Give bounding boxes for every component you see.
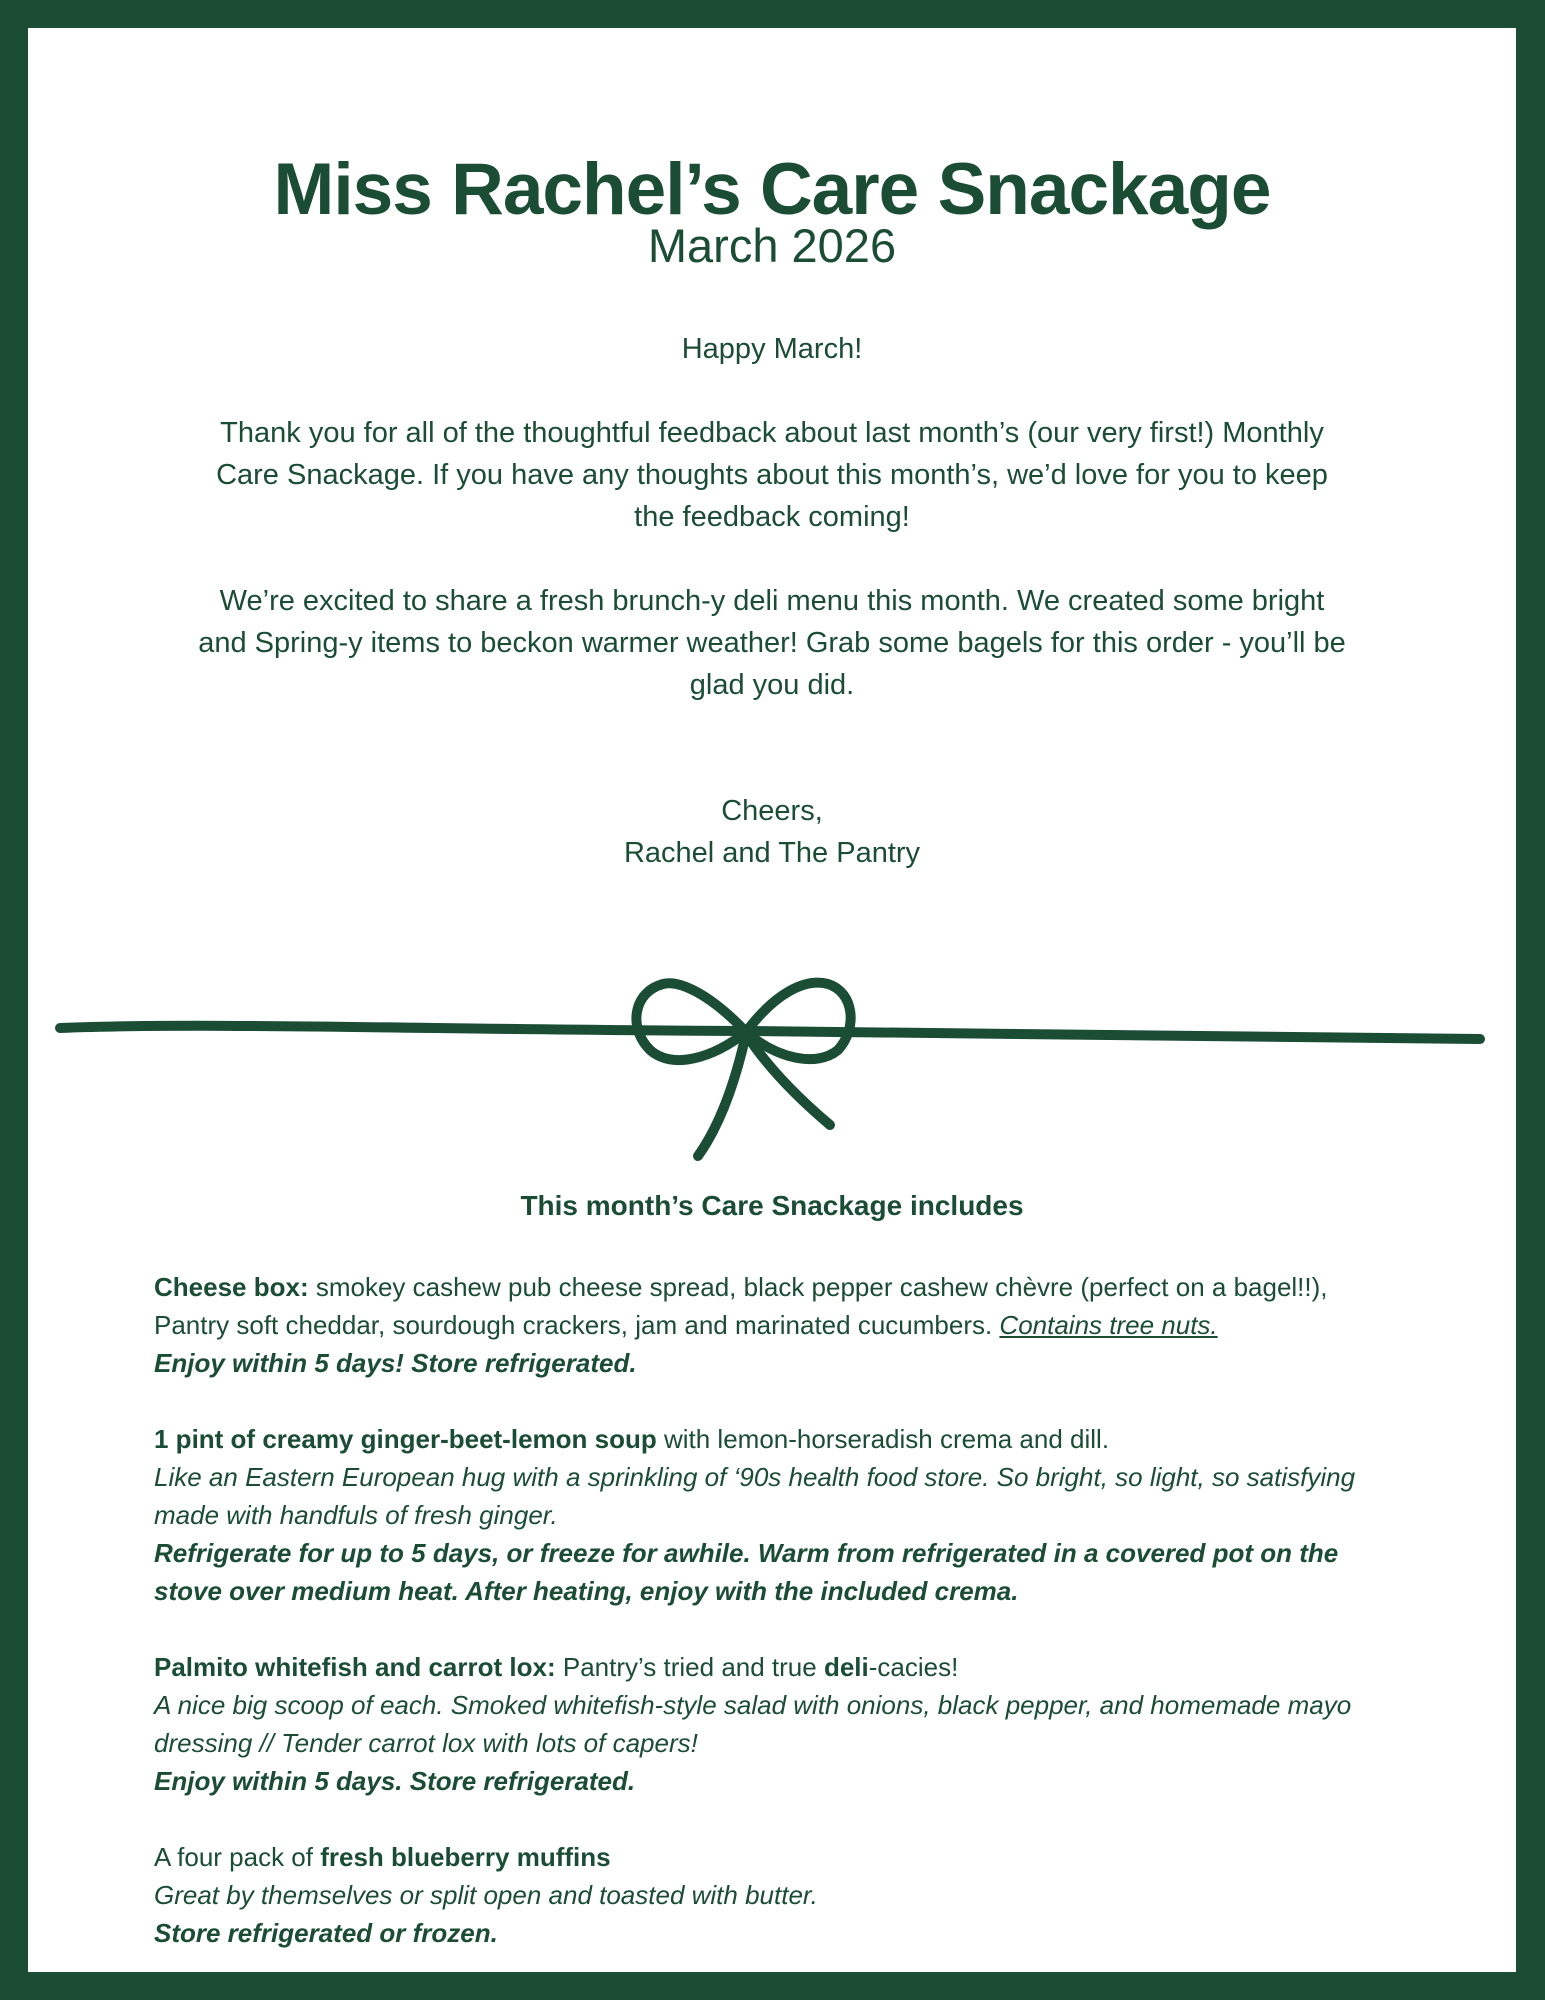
- closing: Cheers,: [721, 795, 823, 827]
- item-note: A nice big scoop of each. Smoked whitefish-style salad with onions, black pepper, and homemade mayo dressing // Tender carrot lox with lots of capers!: [154, 1690, 1352, 1758]
- bow-right-loop: [746, 983, 851, 1059]
- page-title: Miss Rachel’s Care Snackage: [273, 149, 1271, 230]
- item-storage: Store refrigerated or frozen.: [154, 1918, 498, 1948]
- item-summary: [154, 1838, 1404, 1876]
- menu-item-cheese-box: [154, 1268, 1404, 1382]
- signature: Rachel and The Pantry: [623, 837, 921, 869]
- intro-paragraph-1: Thank you for all of the thoughtful feedback about last month’s (our very first!) Monthly Care Snackage. If you have any thoughts about this month’s, we’d love for you to keep the feedback coming!: [216, 417, 1328, 533]
- item-description: with lemon-horseradish crema and dill.: [656, 1424, 1110, 1454]
- item-summary: [154, 1648, 1404, 1686]
- ribbon-line-right: [746, 1031, 1480, 1039]
- item-storage: Enjoy within 5 days! Store refrigerated.: [154, 1348, 637, 1378]
- bow-tail-right: [746, 1034, 830, 1125]
- item-note: Great by themselves or split open and toasted with butter.: [154, 1880, 818, 1910]
- menu-item-muffins: [154, 1838, 1404, 1952]
- greeting: Happy March!: [681, 333, 863, 365]
- item-description-emphasis: deli: [823, 1652, 869, 1682]
- item-name: fresh blueberry muffins: [320, 1842, 611, 1872]
- item-storage: Enjoy within 5 days. Store refrigerated.: [154, 1766, 636, 1796]
- item-name: 1 pint of creamy ginger-beet-lemon soup: [154, 1424, 657, 1454]
- item-name: Palmito whitefish and carrot lox:: [154, 1652, 556, 1682]
- bow-left-loop: [636, 983, 746, 1060]
- item-summary: [154, 1268, 1404, 1344]
- item-summary: [154, 1420, 1404, 1458]
- ribbon-bow-divider: [28, 958, 1516, 1178]
- item-prefix: A four pack of: [154, 1842, 321, 1872]
- item-description: Pantry’s tried and true: [555, 1652, 824, 1682]
- intro-paragraph-2: We’re excited to share a fresh brunch-y deli menu this month. We created some bright and Spring-y items to beckon warmer weather! Grab some bagels for this order - you’ll be glad you did.: [198, 585, 1346, 701]
- item-description: smokey cashew pub cheese spread, black pepper cashew chèvre (perfect on a bagel!!), Pantry soft cheddar, sourdough crackers, jam and marinated cucumbers.: [154, 1272, 1328, 1340]
- page-subtitle: March 2026: [647, 219, 897, 272]
- item-description-suffix: -cacies!: [868, 1652, 959, 1682]
- item-name: Cheese box:: [154, 1272, 309, 1302]
- menu-item-whitefish-lox: [154, 1648, 1404, 1800]
- allergen-note: Contains tree nuts.: [999, 1310, 1218, 1340]
- item-storage: Refrigerate for up to 5 days, or freeze for awhile. Warm from refrigerated in a covered pot on the stove over medium heat. After heating, enjoy with the included crema.: [154, 1538, 1339, 1606]
- sign-off: [198, 790, 1346, 874]
- item-note: Like an Eastern European hug with a sprinkling of ‘90s health food store. So bright, so light, so satisfying made with handfuls of fresh ginger.: [154, 1462, 1356, 1530]
- section-heading: This month’s Care Snackage includes: [520, 1190, 1024, 1221]
- menu-sheet: [28, 28, 1516, 1972]
- menu-item-soup: [154, 1420, 1404, 1610]
- intro-letter: [198, 328, 1346, 874]
- menu-items: [154, 1268, 1404, 1972]
